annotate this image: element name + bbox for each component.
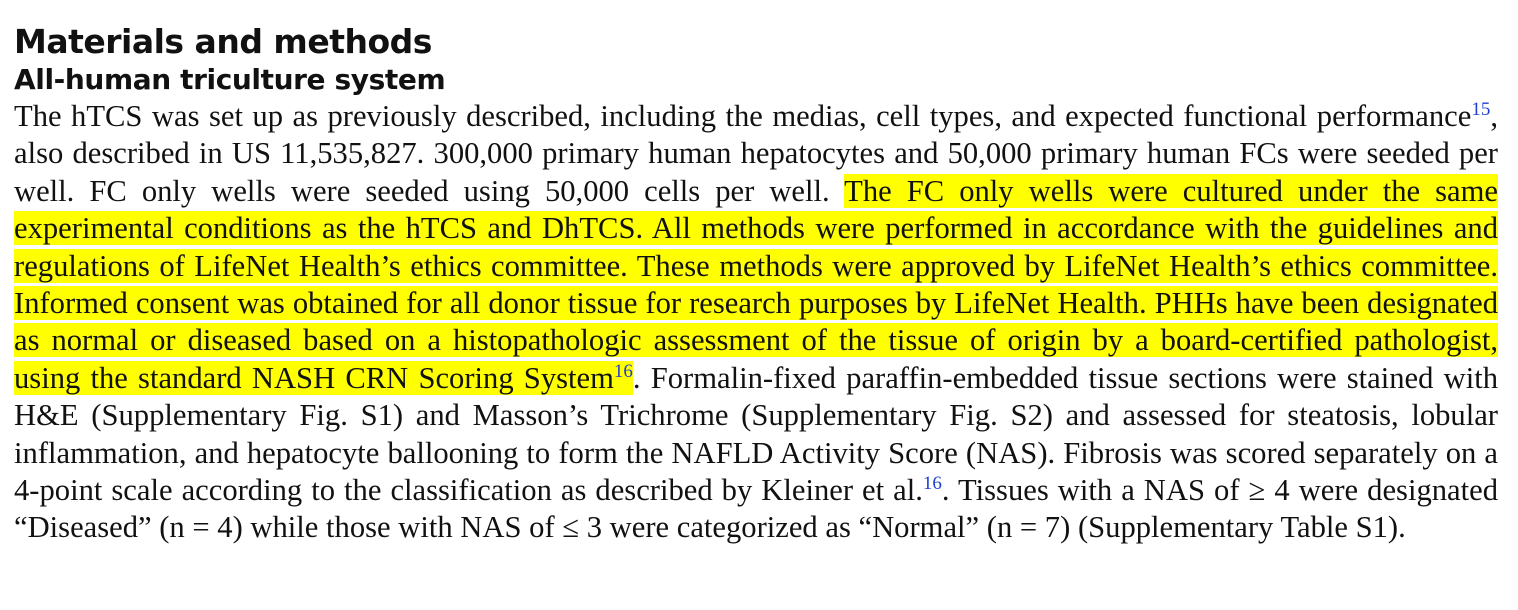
methods-paragraph [14, 98, 1498, 547]
reference-link-16[interactable]: 16 [613, 360, 633, 382]
highlighted-text: The FC only wells were cultured under the same experimental conditions as the hTCS and DhTCS. All methods were performed in accordance with the guidelines and regulations of LifeNet Health’s ethics committee. These methods were approved by LifeNet Health’s ethics committee. Informed consent was obtained for all donor tissue for research purposes by LifeNet Health. PHHs have been designated as normal or diseased based on a histopathologic assessment of the tissue of origin by a board-certified pathologist, using the standard NASH CRN Scoring System [14, 173, 1498, 395]
paragraph-text-part-2: , also described in US 11,535,827. 300,000 primary human hepatocytes and 50,000 primary human FCs were seeded per well. FC only wells were seeded using 50,000 cells per well. [14, 99, 1498, 208]
paragraph-text-part-4: . Tissues with a NAS of ≥ 4 were designated “Diseased” (n = 4) while those with NAS of ≤ 3 were categorized as “Normal” (n = 7) (Supplementary Table S1). [14, 473, 1499, 545]
reference-link-16-second[interactable]: 16 [922, 473, 942, 495]
section-title: Materials and methods [14, 22, 432, 61]
article-section [14, 22, 1498, 547]
reference-link-15[interactable]: 15 [1471, 99, 1491, 120]
paragraph-text-part-3: . Formalin-fixed paraffin-embedded tissue sections were stained with H&E (Supplementary Fig. S1) and Masson’s Trichrome (Supplementary Fig. S2) and assessed for steatosis, lobular inflammation, and hepatocyte ballooning to form the NAFLD Activity Score (NAS). Fibrosis was scored separately on a 4-point scale according to the classification as described by Kleiner et al. [14, 360, 1498, 508]
paragraph-text-part-1: The hTCS was set up as previously described, including the medias, cell types, and expected functional performance [14, 99, 1472, 133]
subsection-title: All-human triculture system [14, 63, 446, 96]
